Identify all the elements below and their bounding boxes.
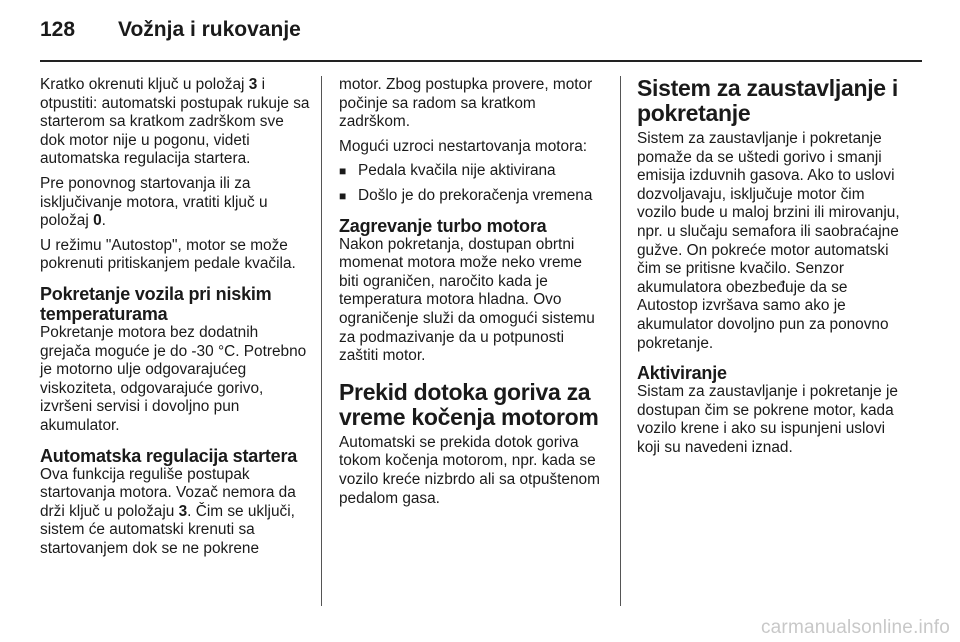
section-heading: Pokretanje vozila pri niskim temperaturama [40, 283, 272, 324]
paragraph: Sistem za zaustavljanje i pokretanje pomaže da se uštedi gorivo i smanji emisija izduvnih gasova. Ako to uslovi dozvoljavaju, isključuje motor čim vozilo bude u maloj brzini ili mirovanju, npr. u slučaju semafora ili saobraćajne gužve. On pokreće motor automatski čim se pritisne kvačilo. Senzor akumulatora obezbeđuje da se Autostop izvršava samo ako je akumulator dovoljno pun za ponovno pokretanje. [637, 130, 900, 352]
paragraph: Mogući uzroci nestartovanja motora: [339, 137, 588, 155]
column-divider [620, 76, 621, 606]
list-item-text: Došlo je do prekoračenja vremena [358, 186, 593, 204]
column-right [637, 76, 905, 464]
column-middle [339, 76, 605, 514]
paragraph: Nakon pokretanja, dostupan obrtni momenat motora može neko vreme biti ograničen, naročito kada je temperatura motora hladna. Ovo ograničenje služi da omogući sistemu za podmazivanje da u potpunosti zaštiti motor. [339, 235, 595, 365]
paragraph: Pokretanje motora bez dodatnih grejača moguće je do -30 °C. Potrebno je motorno ulje odgovarajućeg viskoziteta, odgovarajuće gorivo, izvršeni servisi i dovoljno pun akumulator. [40, 323, 307, 434]
list-item-text: Pedala kvačila nije aktivirana [358, 162, 556, 180]
list-item [339, 187, 605, 206]
paragraph: U režimu "Autostop", motor se može pokrenuti pritiskanjem pedale kvačila. [40, 236, 296, 273]
bullet-icon: ■ [339, 164, 347, 179]
paragraph: motor. Zbog postupka provere, motor počinje sa radom sa kratkom zadrškom. [339, 76, 593, 131]
watermark: carmanualsonline.info [760, 617, 950, 638]
section-heading: Automatska regulacija startera [40, 445, 298, 466]
paragraph: Kratko okrenuti ključ u položaj 3 i otpustiti: automatski postupak rukuje sa starterom sa kratkom zadrškom sve dok motor nije u pogonu, videti automatska regulacija startera. [40, 76, 310, 168]
page-number: 128 [40, 18, 76, 41]
page-header [40, 18, 922, 56]
paragraph: Pre ponovnog startovanja ili za isključivanje motora, vratiti ključ u položaj 0. [40, 174, 268, 230]
section-title: Prekid dotoka goriva za vreme kočenja motorom [339, 378, 599, 430]
section-title: Sistem za zaustavljanje i pokretanje [637, 75, 898, 126]
list-item [339, 162, 605, 181]
header-divider [40, 60, 922, 62]
paragraph: Ova funkcija reguliše postupak startovanja motora. Vozač nemora da drži ključ u položaju 3. Čim se uključi, sistem će automatski krenuti sa startovanjem dok se ne pokrene [40, 465, 296, 557]
bullet-icon: ■ [339, 188, 347, 203]
column-left [40, 76, 312, 564]
paragraph: Sistam za zaustavljanje i pokretanje je dostupan čim se pokrene motor, kada vozilo krene i ako su ispunjeni uslovi koji su navedeni iznad. [637, 383, 898, 456]
column-divider [321, 76, 322, 606]
section-heading: Aktiviranje [637, 363, 727, 384]
section-heading: Zagrevanje turbo motora [339, 215, 547, 236]
chapter-title: Vožnja i rukovanje [118, 18, 301, 41]
paragraph: Automatski se prekida dotok goriva tokom kočenja motorom, npr. kada se vozilo kreće nizbrdo ali sa otpuštenom pedalom gasa. [339, 433, 600, 507]
